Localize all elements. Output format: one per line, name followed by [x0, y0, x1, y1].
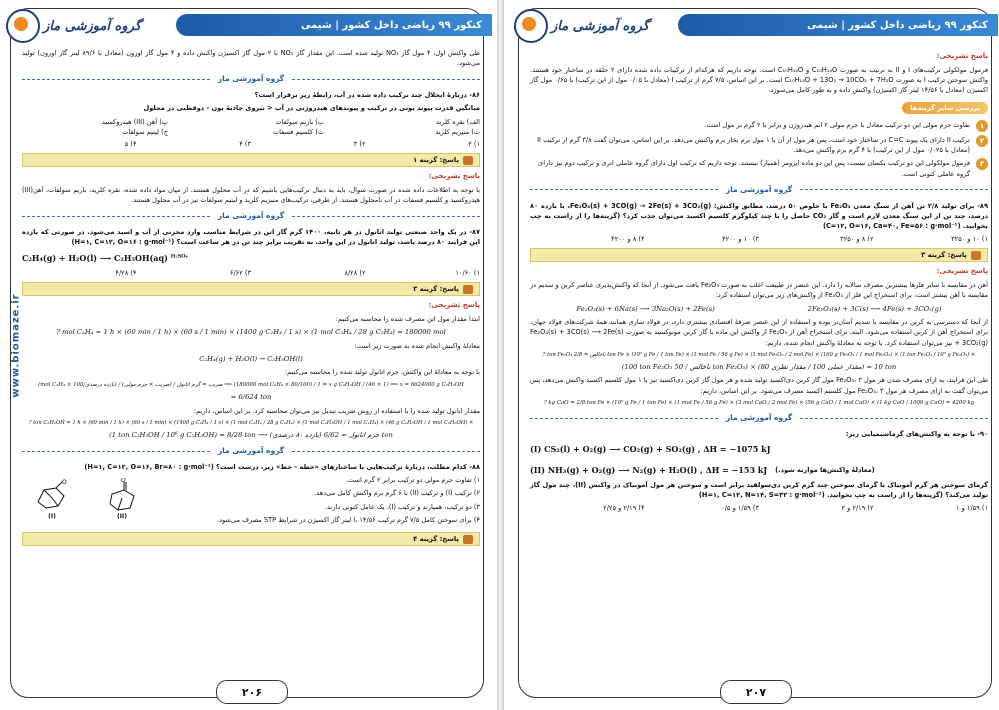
thermo-equation-2-row: [530, 460, 988, 480]
option: ۲) ۳: [353, 139, 366, 148]
errors-heading: بررسی سایر گزینه‌ها: [902, 102, 988, 115]
equation: 2Fe₂O₃(s) + 3C(s) ⟶ 4Fe(s) + 3CO₂(g): [807, 304, 942, 313]
logo: [6, 6, 141, 46]
list-item: ۳ فرمول مولکولی این دو ترکیب یکسان نیست، پس این دو ماده ایزومر (همپار) نیستند. توجه داریم که ترکیب اول دارای گروه عاملی اتری و ترکیب دوم نیز دارای گروه عاملی کتونی است.: [530, 158, 988, 178]
molar-masses: (C=۱۲, O=۱۶, Ca=۴۰, Fe=۵۶ : g·mol⁻¹): [822, 221, 961, 230]
option: ۴) ۲/۱۹ و ۲/۲۵: [603, 504, 645, 513]
equation: (mol C₂H₄ × بازده درصدی/100) / ضریب = گرم اتانول / (ضریب × جرم مولی) ⟹ (180000 mol C₂H₄ × 80/100) / 1 = x g C₂H₅OH / (46 × 1) ⟹ x = 6624000 g C₂H₅OH: [38, 381, 464, 388]
step-number: ۱: [976, 120, 988, 132]
answer-box: پاسخ: گزینه ۴: [22, 532, 480, 546]
desc-paragraph: آهن در مقایسه با سایر فلزها بیشترین مصرف سالانه را دارد. این عنصر در طبیعت اغلب به صورت Fe₂O₃ یافت می‌شود. از آنجا که واکنش‌پذیری عناصر کربن و سدیم در مقایسه با آهن بیشتر است، برای استخراج این فلز از Fe₂O₃ از واکنش‌های زیر می‌توان استفاده کرد:: [530, 281, 988, 300]
side-url: www.biomaze.ir: [10, 293, 22, 398]
separator: گروه آموزشی ماز: [22, 445, 480, 457]
desc-paragraph: طی این فرایند، به ازای مصرف شدن هر مول Fe₂O₃، ۳ مول گاز کربن دی‌اکسید تولید شده و هر مول گاز کربن دی‌اکسید نیز با ۱ مول کلسیم اکسید واکنش می‌دهد، پس می‌توان گفت به ازای مصرف هر مول Fe₂O₃، ۳ مول کلسیم اکسید مصرف می‌شود. بر این اساس، داریم:: [530, 376, 989, 395]
option: ۲) ۸/۲۸: [344, 268, 366, 277]
option: ۲) ۸ و ۳۲۵۰: [840, 235, 874, 244]
svg-text:O: O: [62, 479, 67, 487]
question-90-text: گرمای سوختن هر گرم آمونیاک با گرمای سوختن چند گرم کربن دی‌سولفید برابر است و سوختن هر مول آمونیاک در واکنش (II)، چند مول گاز تولید می‌کند؟ (گزینه‌ها را از راست به چپ بخوانید. (H=۱, C=۱۲, N=۱۴, S=۳۲ : g·mol⁻¹): [530, 480, 988, 500]
desc-paragraph: از آنجا که دسترسی به کربن در مقایسه با سدیم آسان‌تر بوده و استفاده از این عنصر صرفهٔ اقتصادی بیشتری دارد، در فولاد سازی همانند همهٔ شرکت‌های فولاد جهان، برای استخراج آهن از کربن استفاده می‌شود. البته، برای استخراج آهن از Fe₂O₃ از واکنش این ماده با گاز کربن مونوکسید به صورت Fe₂O₃(s) + 3CO(s) ⟶ 2Fe(s) + 3CO₂(g) نیز می‌توان استفاده کرد. با توجه به معادلهٔ واکنش انجام شده، داریم:: [530, 318, 988, 347]
logo: [514, 6, 649, 46]
question-87-options: [22, 268, 480, 278]
question-86-condition: میانگین قدرت پیوند یونی در ترکیب و پیوندهای هیدروژنی در آب < نیروی جاذبهٔ یون - دوقطبی در محلول: [143, 104, 480, 113]
question-89: ۸۹- برای تولید ۲/۸ تن آهن از سنگ معدن Fe₂O₃ با خلوص ۵۰ درصد، مطابق واکنش: Fe₂O₃(s) + 3CO(g) → 2Fe(s) + 3CO₂(g)، با بازده ۸۰ درصد، چند تن از این سنگ معدن لازم است و گاز CO₂ حاصل را با چند کیلوگرم کلسیم اکسید می‌توان جذب کرد؟ (گزینه‌ها را از راست به چپ بخوانید. (C=۱۲, O=۱۶, Ca=۴۰, Fe=۵۶ : g·mol⁻¹): [530, 201, 988, 230]
answer-box: پاسخ: گزینه ۱: [22, 153, 480, 167]
answer-box: پاسخ: گزینه ۳: [530, 248, 988, 262]
balance-note: (معادلهٔ واکنش‌ها موازنه شود.): [775, 465, 875, 474]
reaction-equation: C₂H₄(g) + H₂O(l) ⟶ C₂H₅OH(aq) $^{H_2SO_4}$: [22, 252, 188, 263]
separator: گروه آموزشی ماز: [530, 184, 988, 196]
book-icon: [463, 285, 473, 294]
page-number: ۲۰۷: [720, 680, 792, 704]
thermo-equation-1: (I) CS₂(l) + O₂(g) ⟶ CO₂(g) + SO₂(g) , ΔH = −1075 kJ: [530, 444, 771, 455]
desc-line: معادلهٔ واکنش انجام شده به صورت زیر است:: [354, 341, 480, 350]
equation-row: [530, 304, 988, 315]
molecule-i: O (I): [32, 478, 72, 528]
question-90: ۹۰- با توجه به واکنش‌های گرماشیمیایی زیر:: [845, 429, 988, 438]
list-item: ب) باریم سولفات: [275, 117, 324, 126]
option: ۱) ۱۰/۶۰: [455, 268, 480, 277]
desc-paragraph: با توجه به اطلاعات داده شده در صورت سوال، باید به دنبال ترکیب‌هایی باشیم که در آب محلول هستند. از میان مواد داده شده، نقره کلرید، باریم سولفات، آهن(III) هیدروکسید و کلسیم فسفات در آب نامحلول هستند. از طرفی، ترکیب‌های منیزیم کلرید و لیتیم سولفات نیز در آب محلول هستند.: [22, 186, 480, 205]
option: ۱) ۱۰ و ۳۲۵۰: [951, 235, 988, 244]
equation: Fe₂O₃(s) + 6Na(s) ⟶ 3Na₂O(s) + 2Fe(s): [576, 304, 715, 313]
step-number: ۲: [976, 135, 988, 147]
logo-icon: [6, 9, 40, 43]
book-icon: [463, 535, 473, 544]
header-banner: کنکور ۹۹ ریاضی داخل کشور | شیمی: [678, 14, 998, 36]
page-number: ۲۰۶: [216, 680, 288, 704]
separator: گروه آموزشی ماز: [530, 412, 988, 424]
list-item: ۱ تفاوت جرم مولی این دو ترکیب معادل با جرم مولی ۲ اتم هیدروژن و برابر با ۲ گرم بر مول است.: [530, 120, 988, 132]
equation: ? ton Fe₂O₃ ناخالص = 2/8 ton Fe × (10⁶ g Fe / 1 ton Fe) × (1 mol Fe / 56 g Fe) × (1 mol Fe₂O₃ / 2 mol Fe) × (160 g Fe₂O₃ / 1 mol Fe₂O₃) × (1 ton Fe₂O₃ / 10⁶ g Fe₂O₃) ×: [542, 351, 976, 358]
book-icon: [971, 251, 981, 260]
molecule-structures: [32, 478, 142, 528]
list-item: الف) نقره کلرید: [436, 117, 480, 126]
desc-line: ابتدا مقدار مول اتن مصرف شده را محاسبه می‌کنیم:: [335, 314, 480, 323]
option: ۳) ۱۰ و ۴۲۰۰: [722, 235, 759, 244]
list-item: ج) لیتیم سولفات: [122, 127, 168, 136]
option: ۲) ۲/۱۹ و ۲: [841, 504, 874, 513]
equation: = 6/624 ton: [230, 393, 272, 402]
question-88-body: [22, 475, 480, 528]
equation: C₂H₄(g) + H₂O(l) → C₂H₅OH(l): [199, 354, 303, 363]
list-item: ث) کلسیم فسفات: [272, 127, 324, 136]
option: ۳) ۴: [239, 139, 251, 148]
option: ۱) ۱/۵۹ و ۱: [955, 504, 988, 513]
answer-box: پاسخ: گزینه ۳: [22, 282, 480, 296]
list-item: ت) منیزیم کلرید: [435, 127, 480, 136]
book-spine: [497, 0, 504, 710]
list-item: ۲ ترکیب II دارای یک پیوند C=C در ساختار خود است، پس هر مول از آن با ۱ مول برم بخار برم واکنش می‌دهد. بر این اساس، می‌توان گفت ۳/۸ گرم از ترکیب II (معادل با ۰/۰۲۵ مول از این ترکیب) با ۴ گرم برم واکنش می‌دهد.: [530, 135, 988, 155]
question-89-options: [530, 234, 988, 244]
intro-paragraph: طی واکنش اول، ۴ مول گاز NO₂ تولید شده است. این مقدار گاز NO₂ با ۲ مول گاز اکسیژن واکنش داده و ۴ مول گاز اوزون (معادل با ۸۹/۶ لیتر گاز اوزون) تولید می‌شود.: [22, 49, 480, 68]
left-page: [0, 0, 497, 710]
option: ۲) ترکیب (I) و ترکیب (II) با ۶ گرم برم واکنش کامل می‌دهد.: [314, 489, 480, 498]
svg-text:O: O: [121, 478, 126, 485]
desc-title: پاسخ تشریحی:: [936, 267, 988, 276]
desc-line: با توجه به معادلهٔ این واکنش، جرم اتانول تولید شده را محاسبه می‌کنیم:: [284, 368, 480, 377]
question-88: ۸۸- کدام مطلب، دربارهٔ ترکیب‌هایی با ساختارهای «خطه - خط» زیر، درست است؟ (H=۱, C=۱۲, O=۱۶, Br=۸۰ : g·mol⁻¹): [84, 463, 480, 472]
molar-masses: (H=۱, C=۱۲, O=۱۶, Br=۸۰ : g·mol⁻¹): [84, 463, 214, 472]
question-88-options: [148, 475, 480, 528]
question-87: ۸۷- در یک واحد صنعتی تولید اتانول در هر ثانیه، ۱۴۰۰ گرم گاز اتن در شرایط مناسب وارد مخزنی از آب و اسید می‌شود. در صورتی که بازده این فرایند ۸۰ درصد باشد، تولید اتانول در این واحد، به تقریب برابر چند تن در هر ساعت است؟ (H=۱, C=۱۲, O=۱۶ : g·mol⁻¹): [22, 228, 480, 247]
equation: (1 ton C₂H₅OH / 10⁶ g C₂H₅OH) = 8/28 ton ⟶ (بازده ۸۰ درصدی) جرم اتانول = 6/62 ton: [109, 430, 393, 439]
equation: (100 ton Fe₂O₃ ناخالص / 50 ton Fe₂O₃) × (مقدار عملی 100 / مقدار نظری 80) = 10 ton: [621, 362, 897, 371]
thermo-equation-2: (II) NH₃(g) + O₂(g) ⟶ N₂(g) + H₂O(l) , ΔH = −153 kJ: [530, 464, 768, 475]
logo-text: گروه آموزشی ماز: [551, 18, 650, 34]
desc-paragraph: فرمول مولکولی ترکیب‌های I و II به ترتیب به صورت C₁₀H₁₄O و C₁₀H₁₆O است. توجه داریم که هرکدام از ترکیبات داده شده دارای ۲ حلقه در ساختار خود هستند. واکنش سوختن ترکیب I به صورت C₁₀H₁₄O + 13O₂ → 10CO₂ + 7H₂O است. بر این اساس، ۷/۵ گرم از ترکیب I (معادل با ۰/۰۵ مول از این ترکیب) با ۰/۶۵ مول گاز اکسیژن (معادل با ۱۴/۵۶ لیتر گاز اکسیژن) واکنش داده و به طور کامل می‌سوزد.: [530, 65, 988, 95]
step-number: ۳: [976, 158, 988, 170]
option: ۴) ۴/۲۸: [115, 268, 137, 277]
option: ۳) ۶/۶۲: [229, 268, 251, 277]
desc-line: مقدار اتانول تولید شده را با استفاده از روش ضریب تبدیل نیز می‌توان محاسبه کرد. بر این اساس، داریم:: [193, 406, 480, 415]
molar-masses: (H=۱, C=۱۲, N=۱۴, S=۳۲ : g·mol⁻¹): [698, 491, 825, 500]
separator: گروه آموزشی ماز: [22, 210, 480, 222]
option: ۴) ۸ و ۴۲۰۰: [611, 235, 645, 244]
list-item: پ) آهن (III) هیدروکسید: [101, 117, 168, 126]
equation: ? mol C₂H₄ = 1 h × (60 min / 1 h) × (60 s / 1 min) × (1400 g C₂H₄ / 1 s) × (1 mol C₂H₄ / 28 g C₂H₄) = 180000 mol: [56, 328, 446, 337]
molar-masses: (H=۱, C=۱۲, O=۱۶ : g·mol⁻¹): [71, 238, 175, 247]
left-content: [22, 48, 480, 550]
option: ۴) برای سوختن کامل ۷/۵ گرم ترکیب I، ۱۴/۵۶ لیتر گاز اکسیژن در شرایط STP مصرف می‌شود.: [217, 515, 480, 524]
header-banner: کنکور ۹۹ ریاضی داخل کشور | شیمی: [176, 14, 492, 36]
option: ۴) ۵: [124, 139, 137, 148]
question-86-options: [22, 139, 480, 149]
desc-title: پاسخ تشریحی:: [936, 52, 988, 60]
equation: ? ton C₂H₅OH = 1 h × (60 min / 1 h) × (60 s / 1 min) × (1400 g C₂H₄ / 1 s) × (1 mol C₂H₄ / 28 g C₂H₄) × (1 mol C₂H₅OH / 1 mol C₂H₄) × (46 g C₂H₅OH / 1 mol C₂H₅OH) ×: [28, 419, 474, 426]
option: ۱) تفاوت جرم مولی دو ترکیب برابر ۲ گرم است.: [345, 476, 480, 485]
right-content: [530, 48, 988, 518]
molecule-i-icon: [32, 478, 72, 512]
logo-icon: [514, 9, 548, 43]
option: ۳) دو ترکیب، همپارند و ترکیب (I)، یک عامل کتونی دارند.: [324, 502, 480, 511]
question-86: ۸۶- دربارهٔ انحلال چند ترکیب داده شده در آب، رابطهٔ زیر برقرار است؟: [254, 91, 480, 100]
molecule-ii-icon: [102, 478, 142, 512]
logo-text: گروه آموزشی ماز: [43, 18, 142, 34]
option: ۳) ۱/۵۹ و ۰/۵: [721, 504, 759, 513]
separator: گروه آموزشی ماز: [22, 73, 480, 85]
molecule-ii: O (II): [102, 478, 142, 528]
equation: ? kg CaO = 2/8 ton Fe × (10⁶ g Fe / 1 ton Fe) × (1 mol Fe / 56 g Fe) × (3 mol CaO / 2 mol Fe) × (56 g CaO / 1 mol CaO) × (1 kg CaO / 1000 g CaO) = 4200 kg: [543, 399, 975, 406]
question-86-items: [22, 117, 480, 137]
question-90-options: [530, 503, 988, 513]
book-icon: [463, 156, 473, 165]
desc-title: پاسخ تشریحی:: [428, 301, 480, 310]
option: ۱) ۲: [468, 139, 480, 148]
right-page: [504, 0, 999, 710]
desc-title: پاسخ تشریحی:: [428, 172, 480, 181]
